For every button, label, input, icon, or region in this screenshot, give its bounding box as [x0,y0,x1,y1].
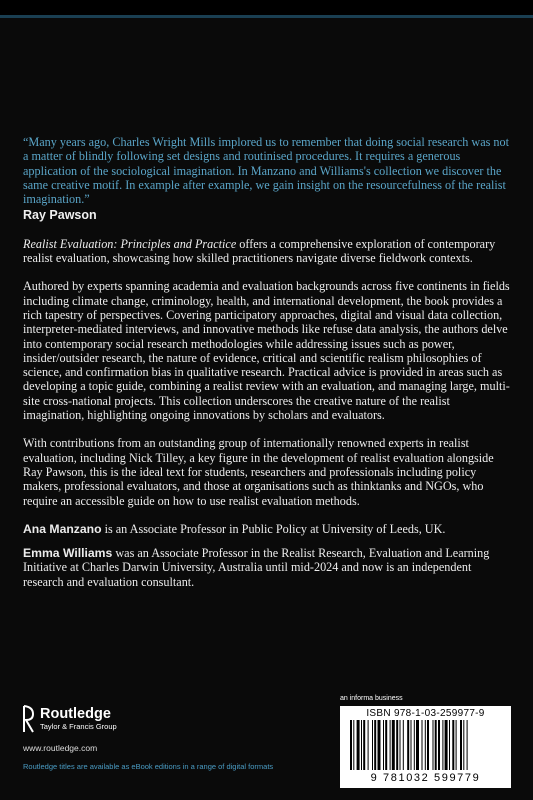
publisher-group: Taylor & Francis Group [40,722,117,731]
intro-text: offers a comprehensive exploration of contemporary realist evaluation, showcasing how skilled practitioners navigate diverse fieldwork contexts. [23,236,496,266]
publisher-logo [23,704,117,734]
author-bio [23,546,511,589]
author-name: Ana Manzano [23,521,102,536]
author-bio-text: was an Associate Professor in the Realist Research, Evaluation and Learning Initiative at Charles Darwin University, Australia until mid-2024 and now is an independent research and evaluation consultant. [23,546,490,589]
publisher-block [23,704,117,753]
description-paragraph: Authored by experts spanning academia and evaluation backgrounds across five continents in fields including climate change, criminology, health, and international development, the book provides a rich tapestry of perspectives. Covering participatory approaches, digital and visual data collection, interpreter-mediated interviews, and innovative methods like refuse data analysis, the authors delve into contemporary social research methodologies while addressing issues such as power, insider/outsider research, the nature of evidence, critical and scientific realism philosophies of science, and confirmation bias in qualitative research. Practical advice is provided in areas such as developing a topic guide, combining a realist review with an evaluation, and managing large, multi-site cross-national projects. This collection underscores the creative nature of the realist imagination, highlighting ongoing innovations by scholars and evaluators. [23,279,510,423]
book-title: Realist Evaluation: Principles and Practice [23,236,237,251]
informa-tagline: an informa business [340,695,403,702]
back-cover-text [23,135,511,603]
top-accent-stripe [0,15,533,18]
isbn-label: ISBN 978-1-03-259977-9 [366,708,485,719]
endorsement-author: Ray Pawson [23,208,97,223]
barcode [340,706,511,788]
top-bar [0,0,533,15]
contributors-paragraph: With contributions from an outstanding group of internationally renowned experts in realist evaluation, including Nick Tilley, a key figure in the development of realist evaluation alongside Ray Pawson, this is the ideal text for students, researchers and professionals including policy makers, professional evaluators, and those at organisations such as thinktanks and NGOs, who require an accessible guide on how to use realist evaluation methods. [23,436,494,508]
endorsement-quote: “Many years ago, Charles Wright Mills implored us to remember that doing social research was not a matter of blindly following set designs and routinised procedures. It requires a generous application of the sociological imagination. In Manzano and Williams's collection we discover the same creative motif. In example after example, we gain insight on the resourcefulness of the realist imagination.” [23,135,509,207]
barcode-digits: 9 781032 599779 [370,772,481,784]
author-bio-text: is an Associate Professor in Public Policy at University of Leeds, UK. [101,521,446,536]
publisher-name: Routledge [40,706,111,722]
ebook-note: Routledge titles are available as eBook editions in a range of digital formats [23,762,274,771]
barcode-bars-icon [346,720,505,772]
author-bio [23,522,511,536]
intro-paragraph [23,237,511,266]
routledge-logo-icon [23,704,35,734]
publisher-url[interactable]: www.routledge.com [23,743,98,753]
author-name: Emma Williams [23,546,113,561]
